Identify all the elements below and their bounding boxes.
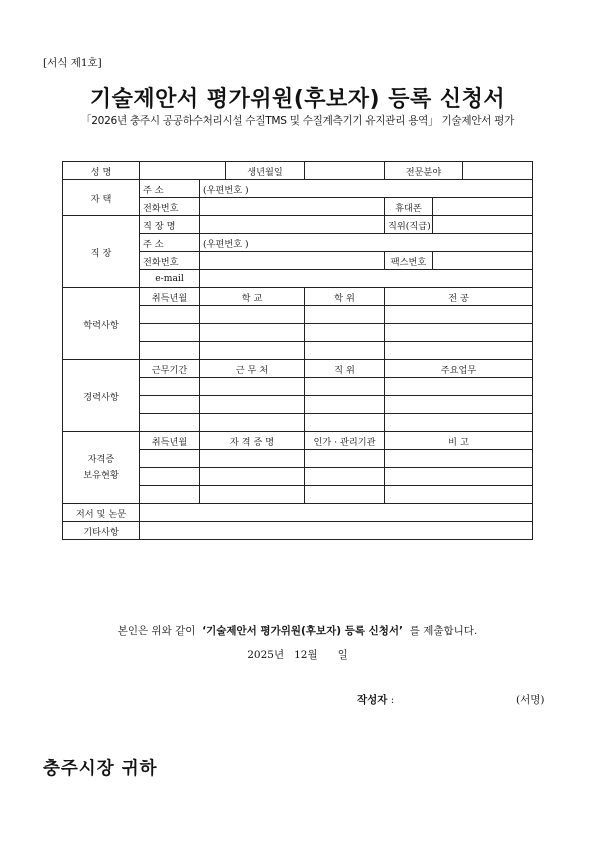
workplace-name-label: 직 장 명 — [140, 216, 200, 234]
fax-field[interactable] — [433, 252, 533, 270]
education-col-major: 전 공 — [385, 288, 533, 306]
email-label: e-mail — [140, 270, 200, 288]
others-row — [63, 522, 533, 540]
certificate-cell[interactable] — [385, 468, 533, 486]
career-cell[interactable] — [140, 396, 200, 414]
certificate-cell[interactable] — [140, 486, 200, 504]
position-rank-label: 직위(직급) — [385, 216, 433, 234]
home-phone-label: 전화번호 — [140, 198, 200, 216]
publications-field[interactable] — [140, 504, 533, 522]
others-label: 기타사항 — [63, 522, 140, 540]
education-cell[interactable] — [385, 342, 533, 360]
author-line — [357, 692, 394, 707]
career-cell[interactable] — [200, 414, 305, 432]
certificate-col-date: 취득년월 — [140, 432, 200, 450]
application-form-table — [62, 161, 533, 540]
home-section-label: 자 택 — [63, 180, 140, 216]
career-col-period: 근무기간 — [140, 360, 200, 378]
education-col-date: 취득년월 — [140, 288, 200, 306]
certificate-cell[interactable] — [305, 486, 385, 504]
certificate-header-row — [63, 432, 533, 450]
education-cell[interactable] — [305, 324, 385, 342]
others-field[interactable] — [140, 522, 533, 540]
education-header-row — [63, 288, 533, 306]
publications-row — [63, 504, 533, 522]
row-workplace-name — [63, 216, 533, 234]
addressee: 충주시장 귀하 — [43, 759, 158, 779]
specialty-label: 전문분야 — [385, 162, 463, 180]
birthdate-field[interactable] — [305, 162, 385, 180]
work-section-label: 직 장 — [63, 216, 140, 288]
date-line: 2025년 12월 일 — [247, 649, 348, 661]
certificate-cell[interactable] — [385, 450, 533, 468]
mobile-field[interactable] — [433, 198, 533, 216]
form-number: [서식 제1호] — [43, 57, 102, 69]
certificate-section-label — [63, 432, 140, 504]
row-basic-info — [63, 162, 533, 180]
career-cell[interactable] — [305, 396, 385, 414]
certificate-cell[interactable] — [305, 468, 385, 486]
certificate-cell[interactable] — [140, 450, 200, 468]
fax-label: 팩스번호 — [385, 252, 433, 270]
certificate-col-issuer: 인가 · 관리기관 — [305, 432, 385, 450]
career-cell[interactable] — [305, 414, 385, 432]
education-cell[interactable] — [140, 342, 200, 360]
mobile-label: 휴대폰 — [385, 198, 433, 216]
career-col-position: 직 위 — [305, 360, 385, 378]
education-cell[interactable] — [200, 306, 305, 324]
education-cell[interactable] — [305, 306, 385, 324]
document-subtitle: 「2026년 충주시 공공하수처리시설 수질TMS 및 수질계측기기 유지관리 용역」 기술제안서 평가 — [80, 115, 515, 127]
certificate-col-note: 비 고 — [385, 432, 533, 450]
career-cell[interactable] — [140, 414, 200, 432]
education-col-degree: 학 위 — [305, 288, 385, 306]
career-cell[interactable] — [385, 414, 533, 432]
publications-label: 저서 및 논문 — [63, 504, 140, 522]
home-address-field[interactable]: (우편번호 ) — [200, 180, 533, 198]
home-address-label: 주 소 — [140, 180, 200, 198]
declaration-prefix: 본인은 위와 같이 — [117, 625, 196, 637]
education-section-label: 학력사항 — [63, 288, 140, 360]
certificate-cell[interactable] — [385, 486, 533, 504]
name-field[interactable] — [140, 162, 226, 180]
career-cell[interactable] — [200, 378, 305, 396]
certificate-cell[interactable] — [200, 486, 305, 504]
career-col-duties: 주요업무 — [385, 360, 533, 378]
education-cell[interactable] — [140, 324, 200, 342]
education-cell[interactable] — [385, 324, 533, 342]
career-cell[interactable] — [200, 396, 305, 414]
work-address-field[interactable]: (우편번호 ) — [200, 234, 533, 252]
education-cell[interactable] — [200, 342, 305, 360]
career-cell[interactable] — [140, 378, 200, 396]
certificate-col-name: 자 격 증 명 — [200, 432, 305, 450]
declaration-suffix: 를 제출합니다. — [409, 625, 478, 637]
education-col-school: 학 교 — [200, 288, 305, 306]
specialty-field[interactable] — [463, 162, 533, 180]
birthdate-label: 생년월일 — [226, 162, 305, 180]
certificate-cell[interactable] — [305, 450, 385, 468]
career-cell[interactable] — [305, 378, 385, 396]
position-rank-field[interactable] — [433, 216, 533, 234]
education-cell[interactable] — [305, 342, 385, 360]
email-field[interactable] — [200, 270, 533, 288]
education-cell[interactable] — [385, 306, 533, 324]
declaration-sentence — [0, 623, 595, 638]
certificate-section-line2: 보유현황 — [83, 469, 119, 481]
career-section-label: 경력사항 — [63, 360, 140, 432]
education-cell[interactable] — [200, 324, 305, 342]
document-title: 기술제안서 평가위원(후보자) 등록 신청서 — [89, 87, 506, 112]
certificate-cell[interactable] — [200, 468, 305, 486]
career-col-workplace: 근 무 처 — [200, 360, 305, 378]
career-cell[interactable] — [385, 396, 533, 414]
certificate-section-line1: 자격증 — [87, 453, 115, 465]
author-colon: : — [390, 694, 395, 706]
work-address-label: 주 소 — [140, 234, 200, 252]
name-label: 성 명 — [63, 162, 140, 180]
home-phone-field[interactable] — [200, 198, 385, 216]
signature-label: (서명) — [516, 694, 545, 706]
certificate-cell[interactable] — [140, 468, 200, 486]
certificate-cell[interactable] — [200, 450, 305, 468]
work-phone-field[interactable] — [200, 252, 385, 270]
career-header-row — [63, 360, 533, 378]
declaration-quoted: ‘기술제안서 평가위원(후보자) 등록 신청서’ — [202, 625, 404, 637]
career-cell[interactable] — [385, 378, 533, 396]
row-home-address — [63, 180, 533, 198]
author-label: 작성자 — [357, 694, 388, 706]
workplace-name-field[interactable] — [200, 216, 385, 234]
education-cell[interactable] — [140, 306, 200, 324]
work-phone-label: 전화번호 — [140, 252, 200, 270]
